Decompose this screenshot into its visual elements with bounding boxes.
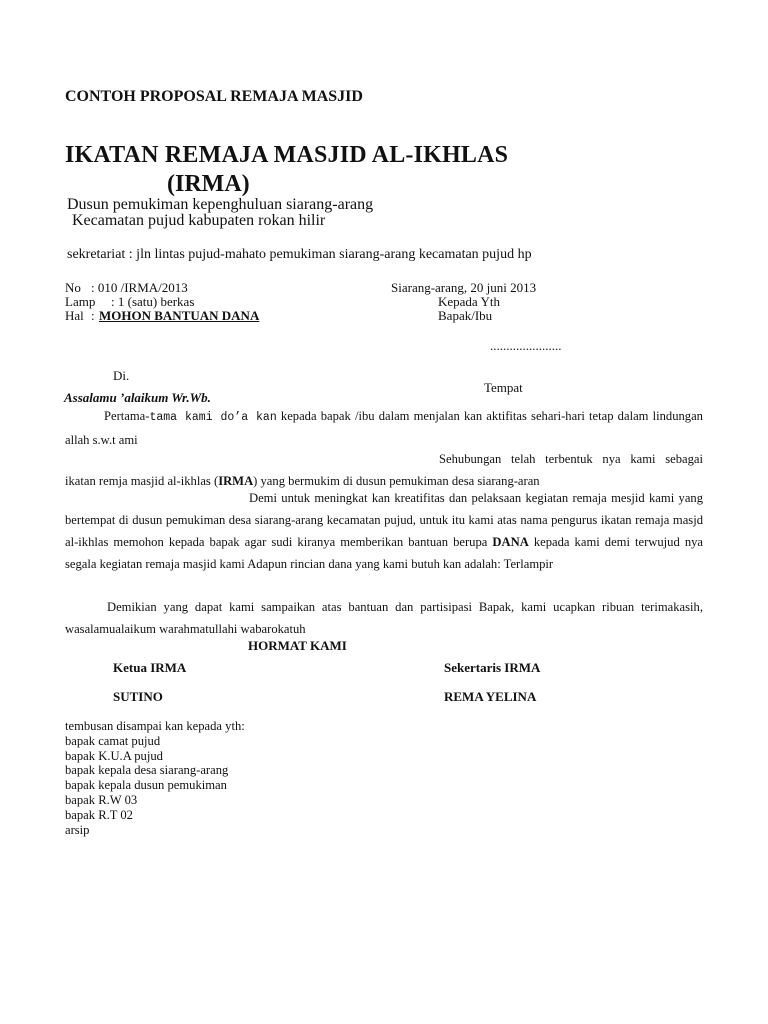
paragraph-closing: Demikian yang dapat kami sampaikan atas bantuan dan partisipasi Bapak, kami ucapkan ribuan terimakasih, wasalamualaikum warahmatullahi wabarokatuh [65, 600, 703, 636]
list-item: bapak camat pujud [65, 733, 161, 748]
document-title: CONTOH PROPOSAL REMAJA MASJID [65, 88, 363, 105]
letter-attachment-label: Lamp [65, 294, 96, 309]
signature-left-role: Ketua IRMA [113, 660, 187, 675]
secretariat-line: sekretariat : jln lintas pujud-mahato pemukiman siarang-arang kecamatan pujud hp [67, 247, 532, 262]
place-date: Siarang-arang, 20 juni 2013 [391, 280, 537, 295]
paragraph-introduction: Sehubungan telah terbentuk nya kami sebagai ikatan remja masjid al-ikhlas (IRMA) yang bermukim di dusun pemukiman desa siarang-aran [65, 452, 703, 488]
signature-heading: HORMAT KAMI [248, 638, 347, 653]
list-item: arsip [65, 822, 90, 837]
list-item: bapak K.U.A pujud [65, 748, 163, 763]
di-label: Di. [113, 368, 130, 383]
tempat-label: Tempat [484, 380, 523, 395]
address-line-1: Dusun pemukiman kepenghuluan siarang-arang [67, 196, 374, 213]
letter-subject [65, 308, 260, 324]
list-item: bapak kepala dusun pemukiman [65, 778, 227, 793]
letter-number-label: No [65, 280, 81, 295]
list-item: bapak kepala desa siarang-arang [65, 763, 229, 778]
paragraph-request: Demi untuk meningkat kan kreatifitas dan pelaksaan kegiatan remaja mesjid kami yang bertempat di dusun pemukiman desa siarang-arang kecamatan pujud, untuk itu kami atas nama pengurus ikatan remaja masjd al-ikhlas memohon kepada bapak agar sudi kiranya memberikan bantuan berupa DANA kepada kami demi terwujud nya segala kegiatan remaja masjid kami Adapun rincian dana yang kami butuh kan adalah: Terlampir [65, 491, 704, 571]
recipient-line-1: Kepada Yth [438, 294, 500, 309]
organization-abbreviation: (IRMA) [167, 171, 250, 197]
paragraph-opening: Pertama-tama kami do’a kan kepada bapak /ibu dalam menjalan kan aktifitas sehari-hari tetap dalam lindungan allah s.w.t ami [65, 409, 703, 447]
greeting: Assalamu ’alaikum Wr.Wb. [64, 390, 211, 405]
list-item: bapak R.T 02 [65, 807, 133, 822]
organization-name: IKATAN REMAJA MASJID AL-IKHLAS [65, 142, 509, 168]
cc-header: tembusan disampai kan kepada yth: [65, 719, 245, 733]
letter-attachment-value: : 1 (satu) berkas [111, 294, 195, 309]
signature-left-name: SUTINO [113, 689, 163, 704]
recipient-dots: ...................... [490, 338, 562, 353]
signature-right-role: Sekertaris IRMA [444, 660, 541, 675]
recipient-line-2: Bapak/Ibu [438, 308, 493, 323]
letter-number-value: : 010 /IRMA/2013 [91, 280, 188, 295]
letter-subject-separator: : [91, 308, 95, 323]
cc-list [65, 719, 245, 837]
list-item: bapak R.W 03 [65, 792, 138, 807]
address-line-2: Kecamatan pujud kabupaten rokan hilir [72, 212, 326, 229]
letter-subject-label: Hal [65, 308, 84, 323]
letter-subject-value: MOHON BANTUAN DANA [99, 308, 260, 323]
signature-right-name: REMA YELINA [444, 689, 537, 704]
